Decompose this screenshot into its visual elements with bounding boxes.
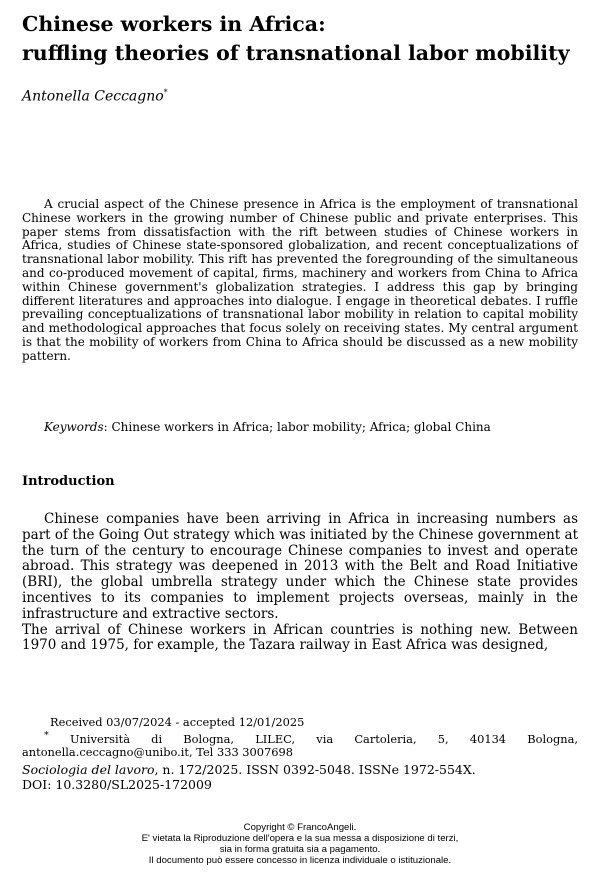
affiliation-text: Università di Bologna, LILEC, via Cartoleria, 5, 40134 Bologna, antonella.ceccagno@unibo.it, Tel 333 3007698 — [22, 731, 579, 759]
paper-title-line-2: ruffling theories of transnational labor mobility — [22, 41, 570, 65]
paper-title-line-1: Chinese workers in Africa: — [22, 12, 326, 36]
introduction-paragraph-2: The arrival of Chinese workers in African countries is nothing new. Between 1970 and 1975, for example, the Tazara railway in East Africa was designed, — [22, 621, 578, 654]
copyright-line-3: sia in forma gratuita sia a pagamento. — [219, 844, 381, 855]
affiliation-footnote-marker: * — [44, 730, 49, 741]
introduction-heading: Introduction — [22, 474, 115, 489]
paper-title — [22, 10, 582, 68]
keywords-list: : Chinese workers in Africa; labor mobility; Africa; global China — [103, 420, 491, 434]
keywords-line — [22, 420, 578, 434]
copyright-line-2: E' vietata la Riproduzione dell'opera e la sua messa a disposizione di terzi, — [141, 833, 459, 844]
journal-details: , n. 172/2025. ISSN 0392-5048. ISSNe 1972-554X. — [154, 761, 476, 777]
received-accepted-dates: Received 03/07/2024 - accepted 12/01/2025 — [50, 715, 305, 729]
journal-citation — [22, 762, 578, 792]
introduction-body — [22, 512, 578, 654]
author-affiliation — [22, 729, 578, 759]
journal-name: Sociologia del lavoro — [22, 761, 155, 777]
copyright-notice — [0, 822, 600, 866]
author-line — [22, 88, 168, 105]
footnotes — [22, 716, 578, 792]
copyright-line-1: Copyright © FrancoAngeli. — [243, 822, 357, 833]
introduction-paragraph-1: Chinese companies have been arriving in Africa in increasing numbers as part of the Going Out strategy which was initiated by the Chinese government at the turn of the century to encourage Chinese companies to invest and operate abroad. This strategy was deepened in 2013 with the Belt and Road Initiative (BRI), the global umbrella strategy under which the Chinese state provides incentives to its companies to implement projects overseas, mainly in the infrastructure and extractive sectors. — [22, 511, 578, 622]
author-footnote-marker: * — [163, 88, 168, 97]
copyright-line-4: Il documento può essere concesso in licenza individuale o istituzionale. — [148, 855, 452, 866]
abstract — [22, 198, 578, 364]
abstract-text: A crucial aspect of the Chinese presence in Africa is the employment of transnational Chinese workers in the growing number of Chinese public and private enterprises. This paper stems from dissatisfaction with the rift between studies of Chinese workers in Africa, studies of Chinese state-sponsored globalization, and recent conceptualizations of transnational labor mobility. This rift has prevented the foregrounding of the simultaneous and co-produced movement of capital, firms, machinery and workers from China to Africa within Chinese government's globalization strategies. I address this gap by bringing different literatures and approaches into dialogue. I engage in theoretical debates. I ruffle prevailing conceptualizations of transnational labor mobility in relation to capital mobility and methodological approaches that focus solely on receiving states. My central argument is that the mobility of workers from China to Africa should be discussed as a new mobility pattern. — [22, 197, 578, 363]
keywords-label: Keywords — [44, 420, 104, 434]
author-name: Antonella Ceccagno — [22, 88, 164, 105]
doi: DOI: 10.3280/SL2025-172009 — [22, 776, 212, 792]
